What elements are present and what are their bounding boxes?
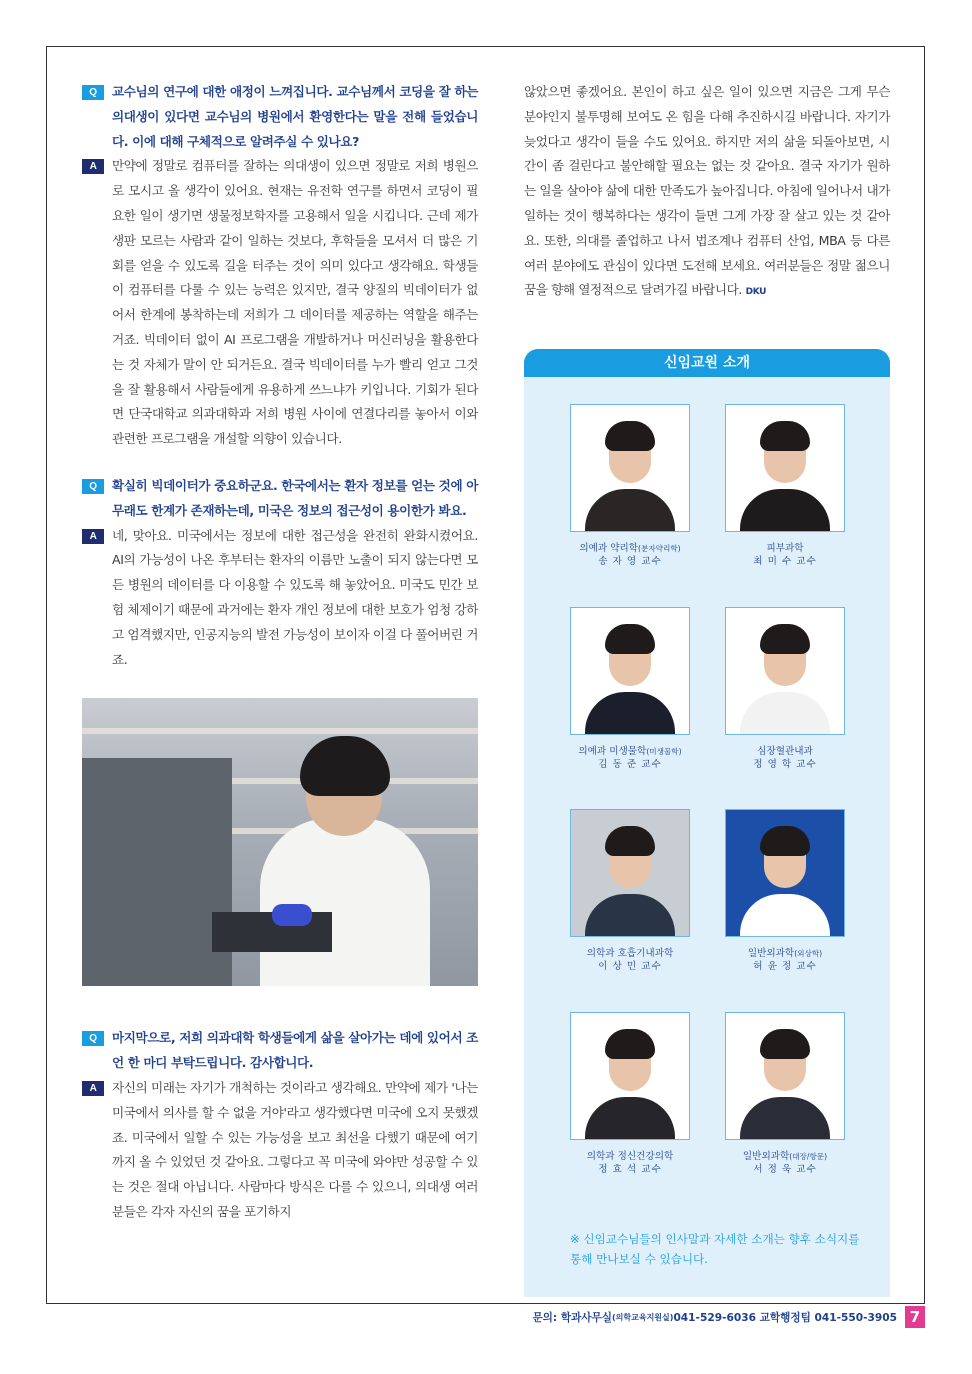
faculty-portrait	[725, 404, 845, 532]
faculty-department: 일반외과학(대장/항문)	[742, 1151, 828, 1162]
faculty-subspecialty: (분자약리학)	[638, 544, 681, 553]
faculty-department: 의학과 호흡기내과학	[586, 948, 674, 959]
new-faculty-title: 신임교원 소개	[524, 349, 890, 377]
faculty-card	[725, 607, 845, 771]
faculty-subspecialty: (미생물학)	[646, 747, 682, 756]
faculty-card	[725, 1012, 845, 1176]
answer-tag: A	[82, 529, 104, 544]
lab-photo	[82, 698, 478, 986]
faculty-department: 심장혈관내과	[757, 746, 813, 757]
faculty-department: 일반외과학(외상학)	[747, 948, 823, 959]
faculty-portrait	[570, 1012, 690, 1140]
end-mark-logo: DKU	[745, 287, 767, 298]
footer-contact-numbers: 041-529-6036 교학행정팀 041-550-3905	[673, 1311, 897, 1324]
question-text: 확실히 빅데이터가 중요하군요. 한국에서는 환자 정보를 얻는 것에 아무래도 한계가 존재하는데, 미국은 정보의 접근성이 용이한가 봐요.	[112, 477, 478, 518]
qa-item-1	[82, 80, 478, 452]
faculty-subspecialty: (외상학)	[794, 949, 823, 958]
answer-tag: A	[82, 159, 104, 174]
answer-text: 자신의 미래는 자기가 개척하는 것이라고 생각해요. 만약에 제가 '나는 미국에서 의사를 할 수 없을 거야'라고 생각했다면 미국에 오지 못했겠죠. 미국에서 일할 수 있는 가능성을 보고 최선을 다했기 때문에 여기까지 올 수 있었던 것 같아요. 그렇다고 꼭 미국에 와야만 성공할 수 있는 것은 절대 아닙니다. 사람마다 방식은 다를 수 있으니, 의대생 여러분들은 각자 자신의 꿈을 포기하지	[112, 1079, 478, 1219]
faculty-portrait	[570, 404, 690, 532]
faculty-name: 최 미 수 교수	[753, 556, 817, 567]
faculty-portrait	[725, 1012, 845, 1140]
faculty-portrait	[725, 809, 845, 937]
question-text: 마지막으로, 저희 의과대학 학생들에게 삶을 살아가는 데에 있어서 조언 한 마디 부탁드립니다. 감사합니다.	[112, 1030, 478, 1071]
page-number: 7	[905, 1306, 925, 1328]
faculty-card	[570, 809, 690, 973]
answer-tag: A	[82, 1081, 104, 1096]
faculty-card	[725, 404, 845, 568]
faculty-name: 정 효 석 교수	[598, 1164, 662, 1175]
faculty-department: 의예과 약리학(분자약리학)	[579, 543, 681, 554]
qa-item-2	[82, 474, 478, 672]
question-text: 교수님의 연구에 대한 애정이 느껴집니다. 교수님께서 코딩을 잘 하는 의대생이 있다면 교수님의 병원에서 환영한다는 말을 전해 들었습니다. 이에 대해 구체적으로 알려주실 수 있나요?	[112, 84, 478, 149]
faculty-card	[570, 607, 690, 771]
faculty-portrait	[570, 607, 690, 735]
faculty-department: 의예과 미생물학(미생물학)	[578, 746, 682, 757]
new-faculty-panel	[524, 349, 890, 1297]
question-tag: Q	[82, 85, 104, 100]
faculty-card	[570, 404, 690, 568]
answer-text: 네, 맞아요. 미국에서는 정보에 대한 접근성을 완전히 완화시켰어요. AI의 가능성이 나온 후부터는 환자의 이름만 노출이 되지 않는다면 모든 병원의 데이터를 다 이용할 수 있도록 해 놓았어요. 미국도 민간 보험 체제이기 때문에 과거에는 환자 개인 정보에 대한 보호가 엄청 강하고 엄격했지만, 인공지능의 발전 가능성이 보이자 이걸 다 풀어버린 거죠.	[112, 527, 478, 667]
closing-text: 않았으면 좋겠어요. 본인이 하고 싶은 일이 있으면 지금은 그게 무슨 분야인지 불투명해 보여도 온 힘을 다해 추진하시길 바랍니다. 자기가 늦었다고 생각이 들을 수도 있어요. 하지만 저의 삶을 되돌아보면, 시간이 좀 걸린다고 불안해할 필요는 없는 것 같아요. 결국 자기가 원하는 일을 살아야 삶에 대한 만족도가 높아집니다. 아침에 일어나서 내가 일하는 것이 행복하다는 생각이 들면 그게 가장 잘 살고 있는 것 같아요. 또한, 의대를 졸업하고 나서 법조계나 컴퓨터 산업, MBA 등 다른 여러 분야에도 관심이 있다면 도전해 보세요. 여러분들은 정말 젊으니 꿈을 향해 열정적으로 달려가길 바랍니다.	[524, 84, 890, 298]
left-column	[82, 80, 478, 1225]
right-column	[524, 80, 890, 305]
faculty-name: 허 윤 정 교수	[753, 961, 817, 972]
faculty-card	[570, 1012, 690, 1176]
faculty-portrait	[725, 607, 845, 735]
footer-contact	[532, 1306, 925, 1328]
faculty-portrait	[570, 809, 690, 937]
footer-office: (의학교육지원실)	[612, 1312, 674, 1322]
faculty-name: 서 정 욱 교수	[753, 1164, 817, 1175]
closing-paragraph	[524, 80, 890, 305]
faculty-notice: ※ 신임교수님들의 인사말과 자세한 소개는 향후 소식지를 통해 만나보실 수 있습니다.	[570, 1232, 860, 1266]
faculty-subspecialty: (대장/항문)	[789, 1152, 828, 1161]
question-tag: Q	[82, 1031, 104, 1046]
answer-text: 만약에 정말로 컴퓨터를 잘하는 의대생이 있으면 정말로 저희 병원으로 모시고 올 생각이 있어요. 현재는 유전학 연구를 하면서 코딩이 필요한 일이 생기면 생물정보학자를 고용해서 일을 시킵니다. 근데 제가 생판 모르는 사람과 같이 일하는 것보다, 후학들을 모셔서 더 많은 기회를 얻을 수 있도록 길을 터주는 것이 의미 있다고 생각해요. 학생들이 컴퓨터를 다룰 수 있는 능력은 있지만, 결국 양질의 빅데이터가 없어서 한계에 봉착하는데 저희가 그 데이터를 제공하는 역할을 해주는 거죠. 빅데이터 없이 AI 프로그램을 개발하거나 머신러닝을 활용한다는 것 자체가 말이 안 되거든요. 결국 빅데이터를 누가 빨리 얻고 그것을 잘 활용해서 사람들에게 유용하게 쓰느냐가 키입니다. 기회가 된다면 단국대학교 의과대학과 저희 병원 사이에 연결다리를 놓아서 이와 관련한 프로그램을 개설할 의향이 있습니다.	[112, 158, 478, 447]
faculty-department: 피부과학	[766, 543, 804, 554]
faculty-name: 김 동 준 교수	[598, 759, 662, 770]
faculty-name: 정 영 학 교수	[753, 759, 817, 770]
footer-label: 문의: 학과사무실	[532, 1311, 613, 1324]
question-tag: Q	[82, 479, 104, 494]
faculty-name: 이 상 민 교수	[598, 961, 662, 972]
qa-item-3	[82, 1026, 478, 1224]
faculty-name: 송 자 영 교수	[598, 556, 662, 567]
faculty-department: 의학과 정신건강의학	[586, 1151, 674, 1162]
faculty-card	[725, 809, 845, 973]
